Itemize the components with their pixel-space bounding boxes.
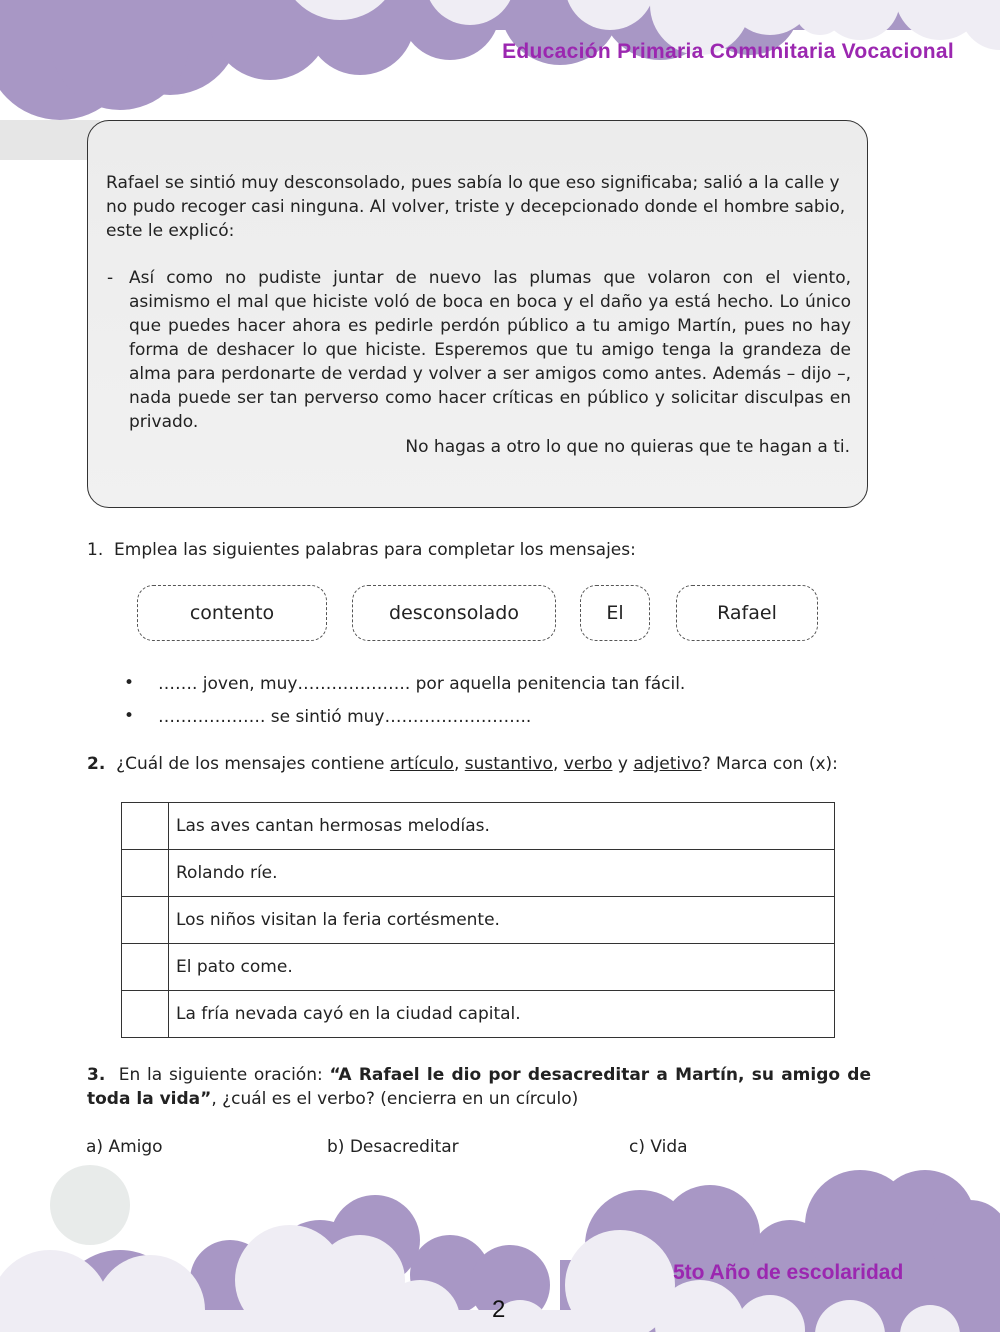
dialogue-dash: -: [107, 268, 114, 288]
story-dialogue: Así como no pudiste juntar de nuevo las plumas que volaron con el viento, asimismo el mal que hiciste voló de boca en boca y el daño ya está hecho. Lo único que puedes hacer ahora es pedirle perdón público a tu amigo Martín, pues no hay forma de deshacer lo que hiciste. Esperemos que tu amigo tenga la grandeza de alma para perdonarte de verdad y volver a ser amigos como antes. Además – dijo –, nada puede ser tan perverso como hacer críticas en público y solicitar disculpas en privado.: [129, 268, 851, 432]
side-decoration: [0, 120, 100, 160]
prompt-text: ? Marca con (x):: [701, 754, 838, 774]
mark-cell[interactable]: [122, 991, 169, 1038]
separator: y: [612, 754, 634, 774]
table-row: [122, 897, 835, 944]
sentence-cell: El pato come.: [169, 944, 835, 991]
question-number: 2.: [87, 754, 106, 774]
question-number: 3.: [87, 1065, 106, 1085]
fill-sentence-2[interactable]: ………………. se sintió muy……………………..: [158, 707, 532, 727]
story-paragraph: Rafael se sintió muy desconsolado, pues sabía lo que eso significaba; salió a la calle y no pudo recoger casi ninguna. Al volver, triste y decepcionado donde el hombre sabio, este le explicó:: [106, 173, 846, 241]
story-moral: No hagas a otro lo que no quieras que te hagan a ti.: [405, 437, 850, 457]
sentence-cell: Las aves cantan hermosas melodías.: [169, 803, 835, 850]
footer-grade: 5to Año de escolaridad: [673, 1261, 904, 1284]
separator: ,: [552, 754, 564, 774]
option-b[interactable]: b) Desacreditar: [327, 1137, 459, 1157]
table-row: [122, 850, 835, 897]
word-box-rafael[interactable]: Rafael: [676, 585, 818, 641]
question-prompt: Emplea las siguientes palabras para completar los mensajes:: [114, 540, 636, 560]
mark-cell[interactable]: [122, 897, 169, 944]
term-adjetivo: adjetivo: [633, 754, 702, 774]
mark-cell[interactable]: [122, 850, 169, 897]
bullet: •: [124, 706, 135, 726]
separator: ,: [453, 754, 465, 774]
word-box-contento[interactable]: contento: [137, 585, 327, 641]
page-number: 2: [492, 1296, 506, 1323]
fill-sentence-1[interactable]: ……. joven, muy……………….. por aquella penitencia tan fácil.: [158, 674, 686, 694]
bullet: •: [124, 673, 135, 693]
answer-table: [121, 802, 835, 1038]
question-1: [87, 538, 636, 562]
table-row: [122, 991, 835, 1038]
word-box-el[interactable]: El: [580, 585, 650, 641]
prompt-text: , ¿cuál es el verbo? (encierra en un círculo): [211, 1089, 579, 1109]
question-3: [87, 1063, 871, 1111]
sentence-cell: Los niños visitan la feria cortésmente.: [169, 897, 835, 944]
prompt-text: En la siguiente oración:: [118, 1065, 330, 1085]
quoted-sentence: “A Rafael le dio por desacreditar a Martín, su amigo de toda la vida”: [87, 1065, 872, 1109]
sentence-cell: La fría nevada cayó en la ciudad capital.: [169, 991, 835, 1038]
mark-cell[interactable]: [122, 944, 169, 991]
table-row: [122, 944, 835, 991]
table-row: [122, 803, 835, 850]
mark-cell[interactable]: [122, 803, 169, 850]
option-a[interactable]: a) Amigo: [86, 1137, 163, 1157]
prompt-text: ¿Cuál de los mensajes contiene: [116, 754, 390, 774]
header-title: Educación Primaria Comunitaria Vocacional: [502, 40, 954, 63]
term-articulo: artículo: [389, 754, 454, 774]
question-2: [87, 752, 838, 776]
word-box-desconsolado[interactable]: desconsolado: [352, 585, 556, 641]
question-number: 1.: [87, 540, 104, 560]
option-c[interactable]: c) Vida: [629, 1137, 688, 1157]
term-sustantivo: sustantivo: [464, 754, 553, 774]
term-verbo: verbo: [563, 754, 613, 774]
sentence-cell: Rolando ríe.: [169, 850, 835, 897]
